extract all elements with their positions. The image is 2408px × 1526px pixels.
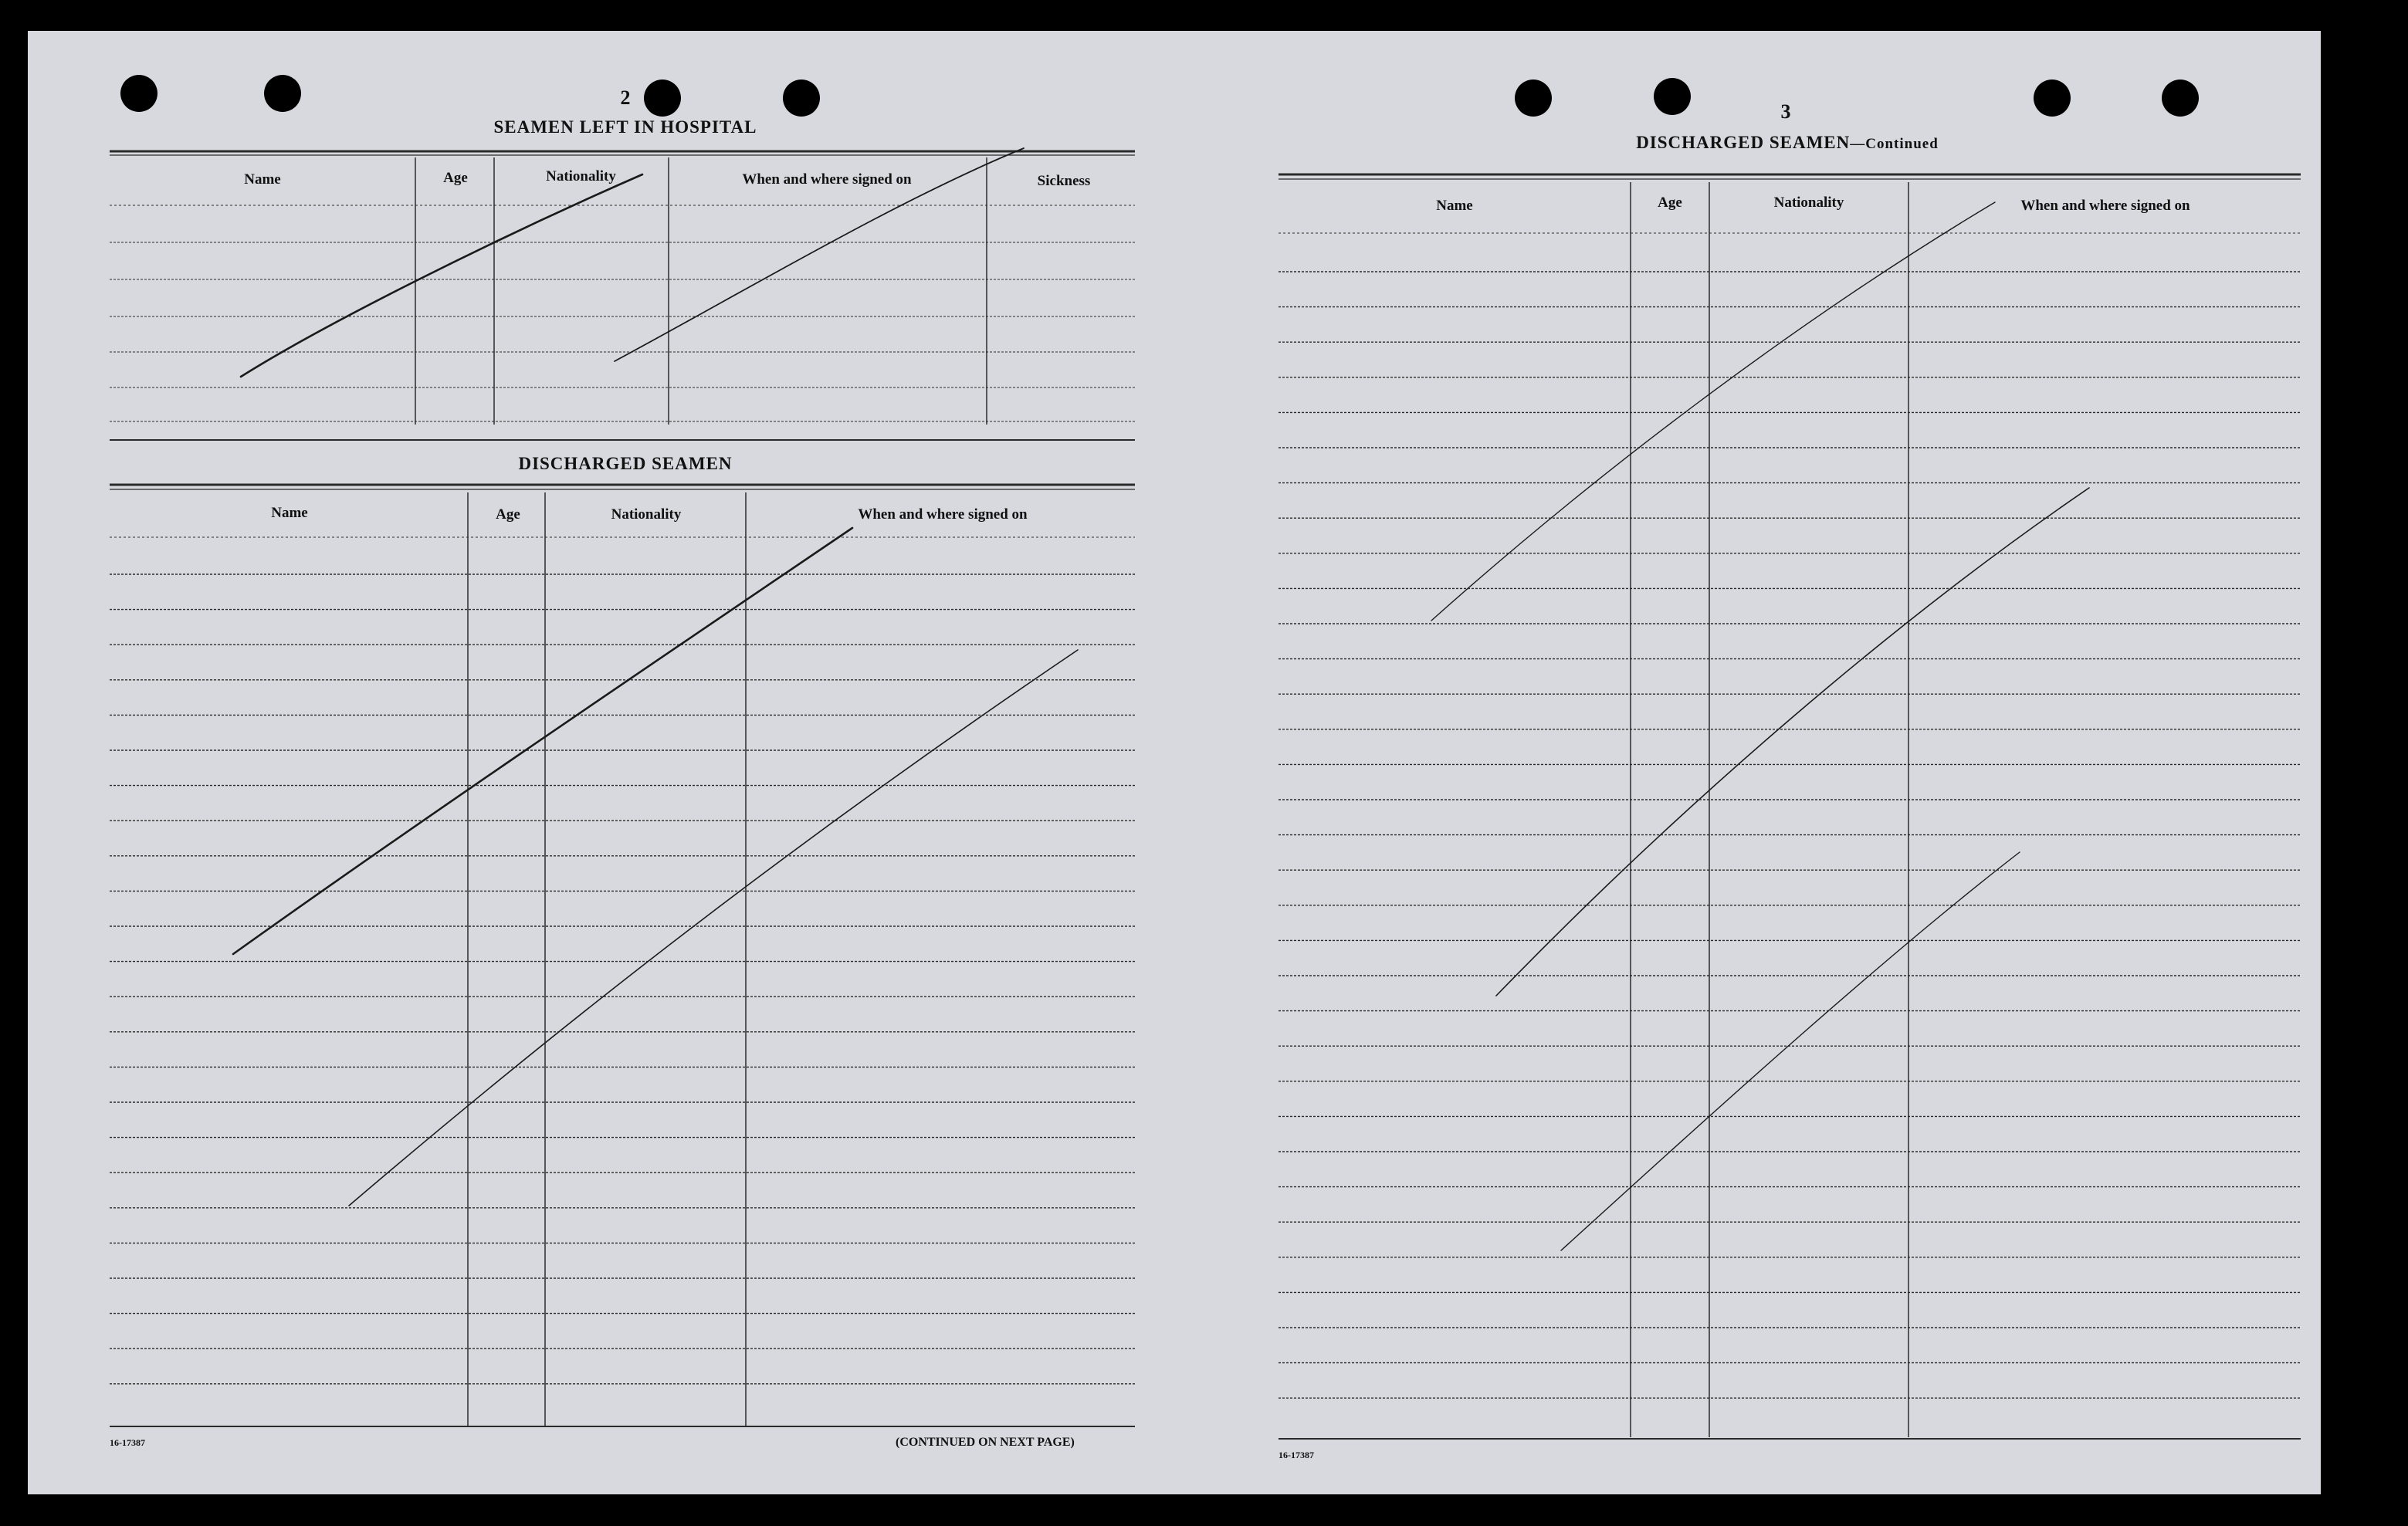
pen-stroke: [1496, 488, 2089, 996]
hospital-col-name: Name: [244, 171, 281, 188]
pen-stroke: [349, 650, 1078, 1206]
discharged-col-age: Age: [496, 506, 520, 523]
discharged-section-title: DISCHARGED SEAMEN: [518, 454, 733, 473]
discharged-col-name: Name: [271, 505, 308, 521]
continued-col-age: Age: [1658, 195, 1682, 211]
hospital-col-nationality: Nationality: [546, 168, 616, 184]
continued-col-name: Name: [1436, 198, 1473, 214]
hospital-col-sickness: Sickness: [1037, 173, 1091, 189]
discharged-col-signed-on: When and where signed on: [858, 506, 1028, 523]
discharged-col-nationality: Nationality: [611, 506, 682, 523]
continued-note: (CONTINUED ON NEXT PAGE): [896, 1436, 1075, 1449]
continued-suffix: —Continued: [1850, 136, 1939, 152]
hospital-col-signed-on: When and where signed on: [742, 171, 912, 188]
pen-stroke: [233, 528, 852, 954]
continued-col-nationality: Nationality: [1773, 195, 1844, 211]
pen-stroke: [1561, 852, 2020, 1250]
form-number-left: 16-17387: [110, 1437, 145, 1448]
form-number-right: 16-17387: [1279, 1450, 1314, 1460]
discharged-continued-title-main: DISCHARGED SEAMEN: [1636, 133, 1851, 152]
hospital-col-age: Age: [443, 170, 468, 186]
hospital-section-title: SEAMEN LEFT IN HOSPITAL: [493, 117, 757, 137]
pen-stroke: [241, 174, 642, 377]
pen-stroke: [1431, 202, 1995, 621]
continued-col-signed-on: When and where signed on: [2020, 198, 2190, 214]
page-number-left: 2: [620, 86, 631, 109]
page-number-right: 3: [1780, 100, 1791, 123]
discharged-continued-title: [1590, 133, 1984, 153]
